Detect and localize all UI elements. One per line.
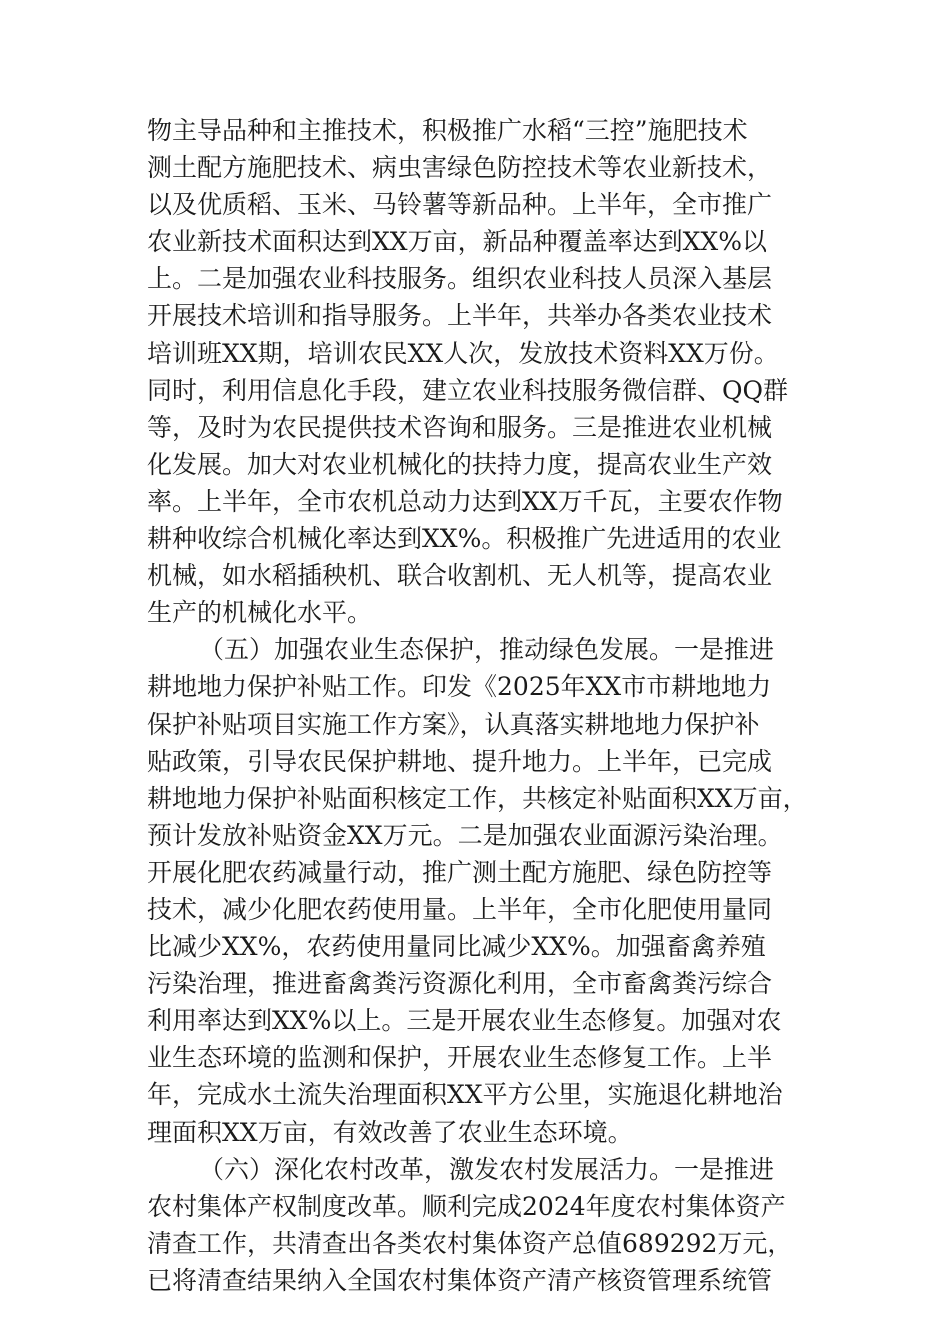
text-line: 已将清查结果纳入全国农村集体资产清产核资管理系统管 bbox=[147, 1265, 773, 1295]
text-line: 农村集体产权制度改革。顺利完成2024年度农村集体资产 bbox=[147, 1191, 786, 1221]
text-line: 清查工作，共清查出各类农村集体资产总值689292万元， bbox=[147, 1228, 793, 1258]
text-line: 率。上半年，全市农机总动力达到XX万千瓦，主要农作物 bbox=[147, 486, 783, 516]
text-line: 开展化肥农药减量行动，推广测土配方施肥、绿色防控等 bbox=[147, 857, 773, 887]
text-line: 耕地地力保护补贴工作。印发《2025年XX市市耕地地力 bbox=[147, 672, 772, 702]
text-line: 物主导品种和主推技术，积极推广水稻“三控”施肥技术 bbox=[147, 116, 748, 145]
text-line: 贴政策，引导农民保护耕地、提升地力。上半年，已完成 bbox=[147, 746, 773, 776]
text-line: 化发展。加大对农业机械化的扶持力度，提高农业生产效 bbox=[147, 449, 773, 479]
section-heading-line: （五）加强农业生态保护，推动绿色发展。一是推进 bbox=[199, 635, 775, 665]
text-line: 年，完成水土流失治理面积XX平方公里，实施退化耕地治 bbox=[147, 1080, 783, 1110]
text-line: 农业新技术面积达到XX万亩，新品种覆盖率达到XX%以 bbox=[147, 227, 767, 257]
text-line: 机械，如水稻插秧机、联合收割机、无人机等，提高农业 bbox=[147, 561, 773, 591]
text-line: 上。二是加强农业科技服务。组织农业科技人员深入基层 bbox=[147, 264, 773, 294]
text-line: 耕地地力保护补贴面积核定工作，共核定补贴面积XX万亩， bbox=[147, 783, 808, 813]
text-line: 业生态环境的监测和保护，开展农业生态修复工作。上半 bbox=[147, 1043, 773, 1073]
text-line: 开展技术培训和指导服务。上半年，共举办各类农业技术 bbox=[147, 301, 773, 331]
document-body bbox=[147, 112, 847, 1299]
text-line: 预计发放补贴资金XX万元。二是加强农业面源污染治理。 bbox=[147, 820, 783, 850]
text-line: 保护补贴项目实施工作方案》，认真落实耕地地力保护补 bbox=[147, 709, 760, 739]
text-line: 利用率达到XX%以上。三是开展农业生态修复。加强对农 bbox=[147, 1006, 782, 1036]
text-line: 理面积XX万亩，有效改善了农业生态环境。 bbox=[147, 1117, 633, 1147]
text-line: 以及优质稻、玉米、马铃薯等新品种。上半年，全市推广 bbox=[147, 190, 773, 220]
section-heading-line: （六）深化农村改革，激发农村发展活力。一是推进 bbox=[199, 1154, 775, 1184]
text-line: 测土配方施肥技术、病虫害绿色防控技术等农业新技术， bbox=[147, 153, 773, 183]
text-line: 污染治理，推进畜禽粪污资源化利用，全市畜禽粪污综合 bbox=[147, 969, 773, 999]
text-line: 等，及时为农民提供技术咨询和服务。三是推进农业机械 bbox=[147, 412, 773, 442]
text-line: 耕种收综合机械化率达到XX%。积极推广先进适用的农业 bbox=[147, 524, 782, 554]
text-line: 培训班XX期，培训农民XX人次，发放技术资料XX万份。 bbox=[147, 338, 779, 368]
text-line: 同时，利用信息化手段，建立农业科技服务微信群、QQ群 bbox=[147, 375, 788, 405]
text-line: 技术，减少化肥农药使用量。上半年，全市化肥使用量同 bbox=[147, 894, 773, 924]
text-line: 比减少XX%，农药使用量同比减少XX%。加强畜禽养殖 bbox=[147, 932, 766, 962]
text-line: 生产的机械化水平。 bbox=[147, 598, 373, 628]
